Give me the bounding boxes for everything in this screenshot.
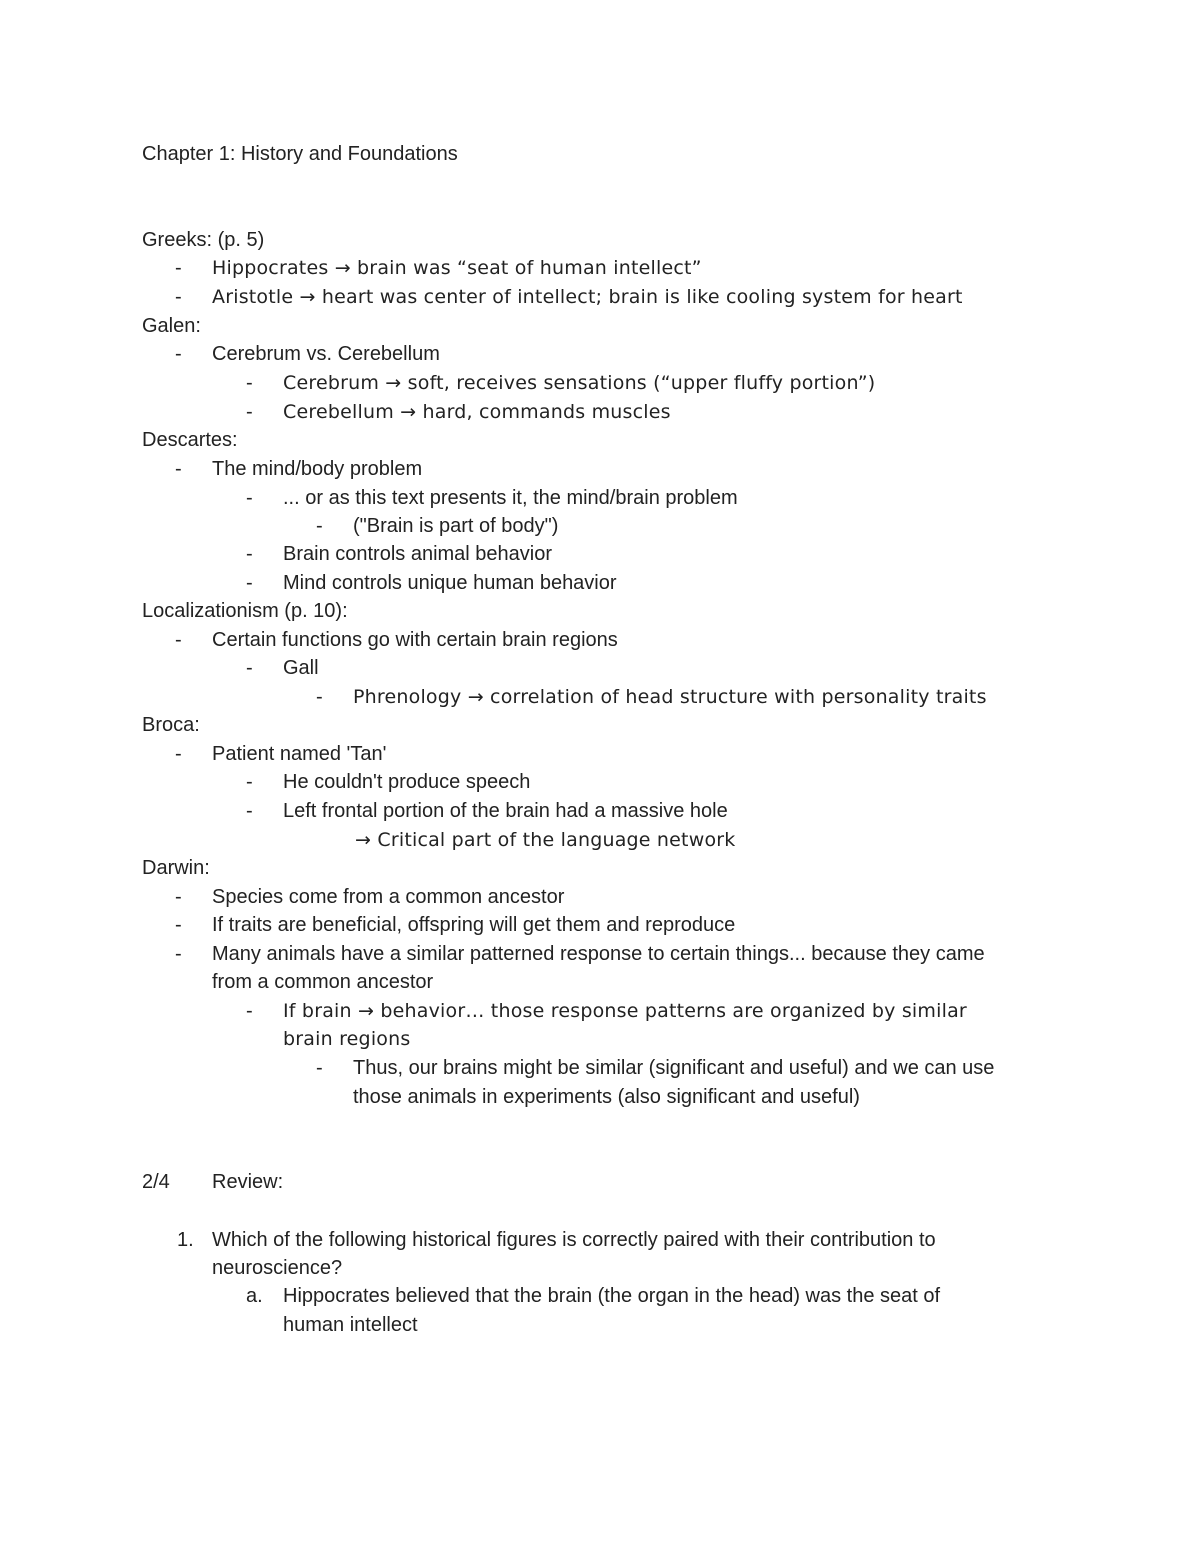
bullet-dash: -	[175, 286, 182, 308]
broca-item: Patient named 'Tan'	[212, 743, 387, 765]
descartes-sub-mind-brain: ... or as this text presents it, the mind/brain problem	[283, 487, 738, 509]
descartes-sub-animal: Brain controls animal behavior	[283, 543, 553, 565]
galen-item: Cerebrum vs. Cerebellum	[212, 343, 440, 365]
darwin-item-traits: If traits are beneficial, offspring will get them and reproduce	[212, 914, 736, 936]
descartes-item: The mind/body problem	[212, 458, 423, 480]
bullet-dash: -	[175, 914, 182, 936]
page-title: Chapter 1: History and Foundations	[142, 143, 458, 165]
galen-subitem-cerebrum: Cerebrum → soft, receives sensations (“upper fluffy portion”)	[283, 372, 876, 394]
descartes-subsub-body: ("Brain is part of body")	[353, 515, 559, 537]
greeks-item-aristotle: Aristotle → heart was center of intellect; brain is like cooling system for heart	[212, 286, 963, 308]
bullet-dash: -	[246, 372, 253, 394]
answer-letter: a.	[246, 1285, 263, 1307]
bullet-dash: -	[316, 1057, 323, 1079]
descartes-sub-human: Mind controls unique human behavior	[283, 572, 617, 594]
darwin-subsub-line2: those animals in experiments (also significant and useful)	[353, 1086, 860, 1108]
descartes-heading: Descartes:	[142, 429, 238, 451]
broca-sub-hole: Left frontal portion of the brain had a massive hole	[283, 800, 728, 822]
bullet-dash: -	[246, 543, 253, 565]
galen-heading: Galen:	[142, 315, 201, 337]
answer-a-line2: human intellect	[283, 1314, 418, 1336]
bullet-dash: -	[246, 657, 253, 679]
bullet-dash: -	[175, 629, 182, 651]
bullet-dash: -	[316, 686, 323, 708]
localization-subsub-phrenology: Phrenology → correlation of head structure with personality traits	[353, 686, 987, 708]
bullet-dash: -	[175, 943, 182, 965]
bullet-dash: -	[246, 572, 253, 594]
bullet-dash: -	[316, 515, 323, 537]
darwin-item-ancestor: Species come from a common ancestor	[212, 886, 565, 908]
darwin-heading: Darwin:	[142, 857, 210, 879]
bullet-dash: -	[175, 257, 182, 279]
question-1-line1: Which of the following historical figures is correctly paired with their contribution to	[212, 1229, 936, 1251]
review-label: Review:	[212, 1171, 284, 1193]
darwin-sub-line1: If brain → behavior… those response patterns are organized by similar	[283, 1000, 967, 1022]
answer-a-line1: Hippocrates believed that the brain (the organ in the head) was the seat of	[283, 1285, 941, 1307]
darwin-subsub-line1: Thus, our brains might be similar (significant and useful) and we can use	[353, 1057, 995, 1079]
question-number: 1.	[177, 1229, 194, 1251]
localization-sub-gall: Gall	[283, 657, 319, 679]
darwin-sub-line2: brain regions	[283, 1028, 411, 1050]
bullet-dash: -	[175, 458, 182, 480]
bullet-dash: -	[175, 743, 182, 765]
bullet-dash: -	[246, 1000, 253, 1022]
question-1-line2: neuroscience?	[212, 1257, 343, 1279]
review-date: 2/4	[142, 1171, 170, 1193]
greeks-heading: Greeks: (p. 5)	[142, 229, 265, 251]
bullet-dash: -	[175, 343, 182, 365]
bullet-dash: -	[175, 886, 182, 908]
localization-heading: Localizationism (p. 10):	[142, 600, 348, 622]
darwin-item-patterns-line2: from a common ancestor	[212, 971, 434, 993]
bullet-dash: -	[246, 771, 253, 793]
broca-sub-note: → Critical part of the language network	[355, 829, 736, 851]
greeks-item-hippocrates: Hippocrates → brain was “seat of human intellect”	[212, 257, 702, 279]
broca-heading: Broca:	[142, 714, 200, 736]
bullet-dash: -	[246, 487, 253, 509]
darwin-item-patterns-line1: Many animals have a similar patterned response to certain things... because they came	[212, 943, 985, 965]
broca-sub-speech: He couldn't produce speech	[283, 771, 531, 793]
bullet-dash: -	[246, 800, 253, 822]
localization-item: Certain functions go with certain brain regions	[212, 629, 618, 651]
bullet-dash: -	[246, 401, 253, 423]
galen-subitem-cerebellum: Cerebellum → hard, commands muscles	[283, 401, 671, 423]
